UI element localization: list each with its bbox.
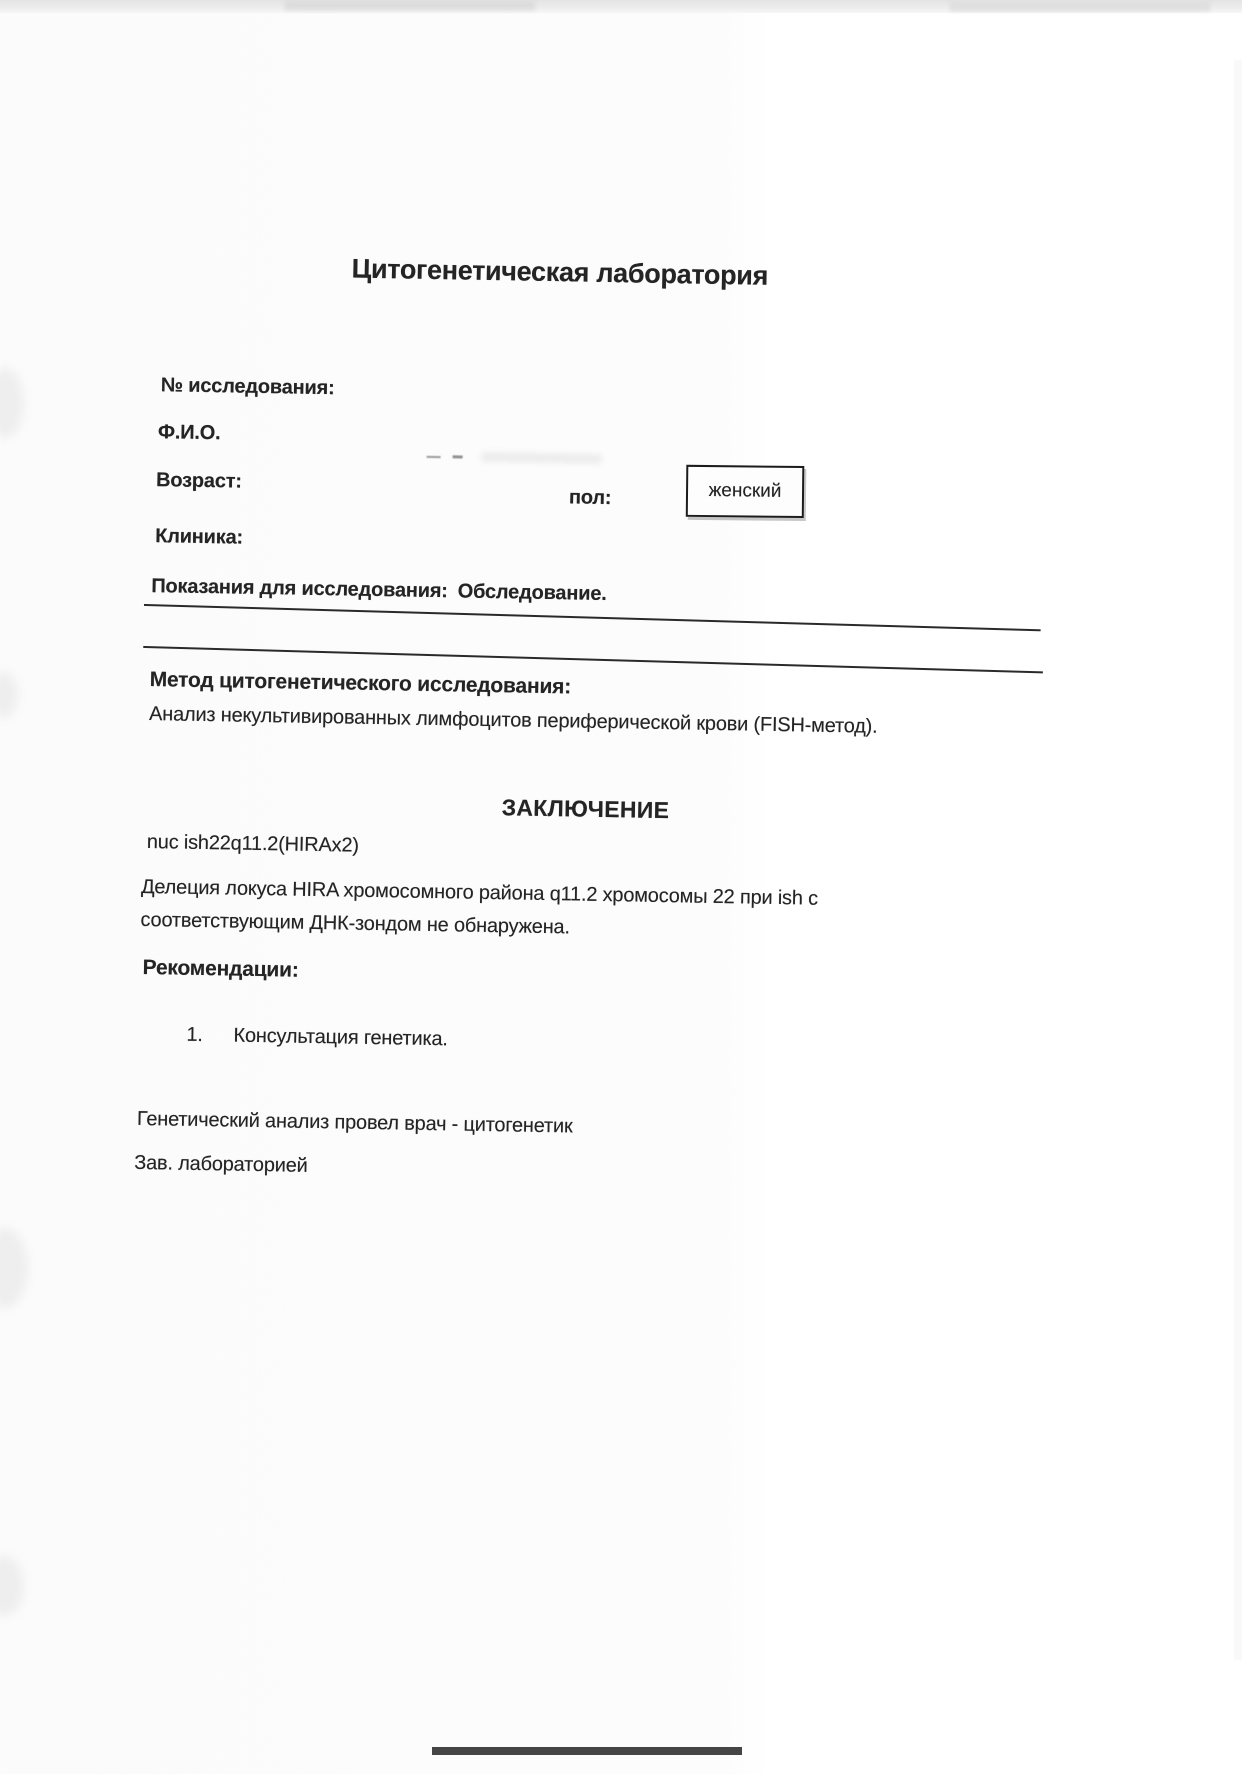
conclusion-formula: nuc ish22q11.2(HIRAx2) — [146, 831, 360, 857]
smudge-dash — [427, 456, 441, 458]
smudge-dash — [453, 455, 463, 458]
scan-artifact-top-shadow — [950, 0, 1210, 11]
method-heading: Метод цитогенетического исследования: — [149, 668, 572, 699]
indications-row — [151, 575, 607, 606]
age-label: Возраст: — [155, 469, 242, 493]
sex-value-box — [686, 465, 805, 518]
indications-value: Обследование. — [457, 580, 607, 606]
recommendations-heading: Рекомендации: — [142, 955, 299, 982]
recommendation-text: Консультация генетика. — [233, 1024, 448, 1051]
signature-line-doctor: Генетический анализ провел врач - цитогенетик — [136, 1107, 573, 1138]
indications-label: Показания для исследования: — [151, 575, 448, 603]
page-title: Цитогенетическая лаборатория — [351, 253, 769, 291]
conclusion-text: Делеция локуса HIRA хромосомного района q11.2 хромосомы 22 при ish с соответствующим ДНК-зондом не обнаружена. — [140, 875, 819, 939]
divider-line-top — [144, 604, 1041, 631]
redacted-name-smudge — [426, 449, 606, 468]
signature-line-head: Зав. лабораторией — [134, 1151, 308, 1177]
study-number-label: № исследования: — [160, 374, 335, 400]
method-text: Анализ некультивированных лимфоцитов периферической крови (FISH-метод). — [148, 703, 878, 738]
sex-value: женский — [708, 480, 782, 502]
fio-label: Ф.И.О. — [157, 421, 221, 445]
conclusion-heading: ЗАКЛЮЧЕНИЕ — [501, 794, 670, 824]
recommendation-number: 1. — [186, 1023, 203, 1047]
smudge-smear — [482, 452, 602, 464]
divider-line-bottom — [143, 646, 1043, 673]
sex-label: пол: — [568, 486, 612, 510]
clinic-label: Клиника: — [154, 525, 244, 549]
